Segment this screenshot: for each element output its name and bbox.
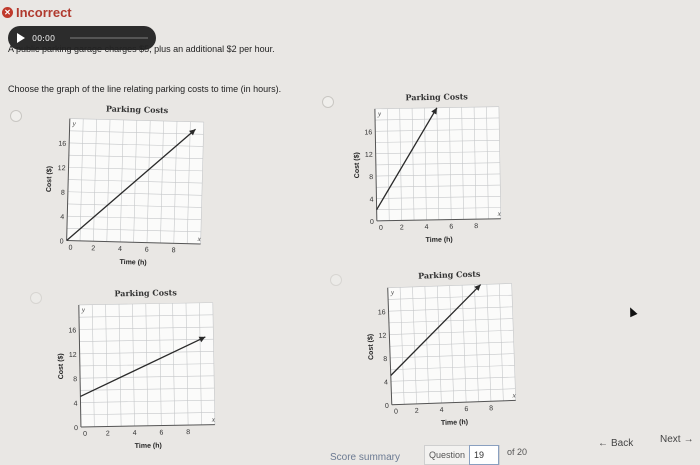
chart-title: Parking Costs	[114, 287, 177, 299]
audio-progress-track[interactable]	[70, 37, 148, 39]
score-summary-link[interactable]: Score summary	[330, 452, 401, 463]
y-tick-label: 12	[57, 165, 66, 173]
x-axis-label: Time (h)	[425, 236, 453, 245]
x-tick-label: 2	[399, 224, 404, 232]
y-tick-label: 16	[68, 327, 77, 335]
x-tick-label: 2	[91, 245, 96, 253]
y-tick-label: 12	[364, 151, 373, 159]
x-axis-letter: x	[197, 234, 201, 244]
graph-option-b[interactable]	[345, 91, 508, 254]
y-axis-label: Cost ($)	[45, 165, 54, 193]
next-button[interactable]	[652, 428, 700, 450]
chart-title: Parking Costs	[105, 103, 169, 116]
y-axis-label: Cost ($)	[367, 333, 376, 361]
status-label: Incorrect	[16, 5, 72, 20]
x-tick-label: 6	[144, 246, 149, 254]
x-tick-label: 6	[449, 223, 454, 231]
x-tick-label: 2	[105, 430, 110, 438]
x-tick-label: 8	[489, 405, 494, 413]
y-tick-label: 16	[364, 129, 373, 137]
x-tick-label: 4	[424, 223, 429, 232]
y-axis-letter: y	[81, 305, 86, 314]
parking-costs-chart	[36, 102, 210, 276]
y-tick-label: 0	[384, 402, 389, 410]
y-axis-label: Cost ($)	[353, 152, 362, 179]
x-axis-letter: x	[211, 415, 216, 424]
option-a-radio[interactable]	[10, 110, 22, 122]
x-tick-label: 0	[68, 244, 73, 252]
back-button[interactable]	[590, 432, 641, 454]
status-indicator	[2, 5, 72, 20]
parking-costs-chart	[49, 287, 222, 460]
y-tick-label: 4	[369, 196, 374, 204]
parking-costs-chart	[357, 267, 523, 437]
question-total: of 20	[507, 447, 528, 457]
y-tick-label: 8	[60, 189, 65, 197]
x-tick-label: 8	[171, 247, 176, 255]
y-tick-label: 16	[58, 140, 67, 148]
y-tick-label: 4	[384, 379, 389, 387]
question-number-input[interactable]: 19	[469, 445, 499, 465]
question-label: Question	[429, 450, 466, 460]
x-tick-label: 0	[83, 430, 88, 438]
parking-costs-chart	[345, 91, 508, 254]
y-axis-label: Cost ($)	[57, 353, 66, 380]
arrow-left-icon: ←	[598, 437, 608, 449]
y-tick-label: 0	[73, 425, 79, 433]
x-tick-label: 4	[132, 429, 137, 438]
x-tick-label: 6	[159, 429, 164, 437]
y-tick-label: 12	[378, 332, 387, 340]
y-tick-label: 8	[73, 376, 78, 384]
graph-option-d[interactable]	[357, 267, 523, 437]
x-tick-label: 0	[378, 224, 383, 232]
x-axis-letter: x	[512, 391, 516, 400]
graph-option-a[interactable]	[36, 102, 210, 276]
question-navigator	[424, 445, 500, 465]
chart-title: Parking Costs	[417, 268, 481, 281]
y-axis-letter: y	[377, 109, 382, 118]
chart-title: Parking Costs	[405, 91, 468, 103]
next-label: Next	[660, 433, 681, 445]
y-tick-label: 0	[369, 218, 374, 226]
y-tick-label: 4	[60, 213, 65, 222]
y-axis-letter: y	[72, 119, 76, 128]
option-b-radio[interactable]	[322, 96, 334, 108]
y-tick-label: 8	[383, 356, 388, 364]
x-tick-label: 6	[464, 406, 469, 414]
option-c-radio[interactable]	[30, 292, 42, 304]
x-tick-label: 8	[474, 223, 479, 231]
graph-option-c[interactable]	[49, 287, 222, 460]
play-icon[interactable]	[17, 33, 25, 43]
y-axis-letter: y	[390, 288, 395, 297]
back-label: Back	[611, 437, 634, 449]
arrow-right-icon: →	[683, 433, 694, 445]
x-tick-label: 0	[393, 408, 399, 416]
audio-time: 00:00	[32, 33, 56, 43]
y-tick-label: 0	[59, 238, 64, 246]
x-axis-label: Time (h)	[440, 419, 469, 428]
x-tick-label: 2	[414, 407, 419, 415]
mouse-cursor-icon	[626, 306, 637, 318]
y-tick-label: 16	[377, 309, 386, 317]
x-tick-label: 8	[186, 429, 191, 437]
y-tick-label: 4	[73, 400, 78, 408]
x-tick-label: 4	[117, 245, 123, 253]
x-axis-letter: x	[497, 209, 501, 218]
question-prompt: Choose the graph of the line relating parking costs to time (in hours).	[8, 84, 282, 94]
x-axis-label: Time (h)	[134, 442, 162, 451]
x-axis-label: Time (h)	[119, 258, 147, 267]
x-circle-icon: ✕	[2, 7, 13, 18]
question-text: A public parking garage charges $5, plus an additional $2 per hour.	[8, 44, 275, 54]
y-tick-label: 8	[369, 174, 374, 182]
option-d-radio[interactable]	[330, 274, 342, 286]
y-tick-label: 12	[68, 351, 77, 359]
x-tick-label: 4	[439, 406, 444, 415]
